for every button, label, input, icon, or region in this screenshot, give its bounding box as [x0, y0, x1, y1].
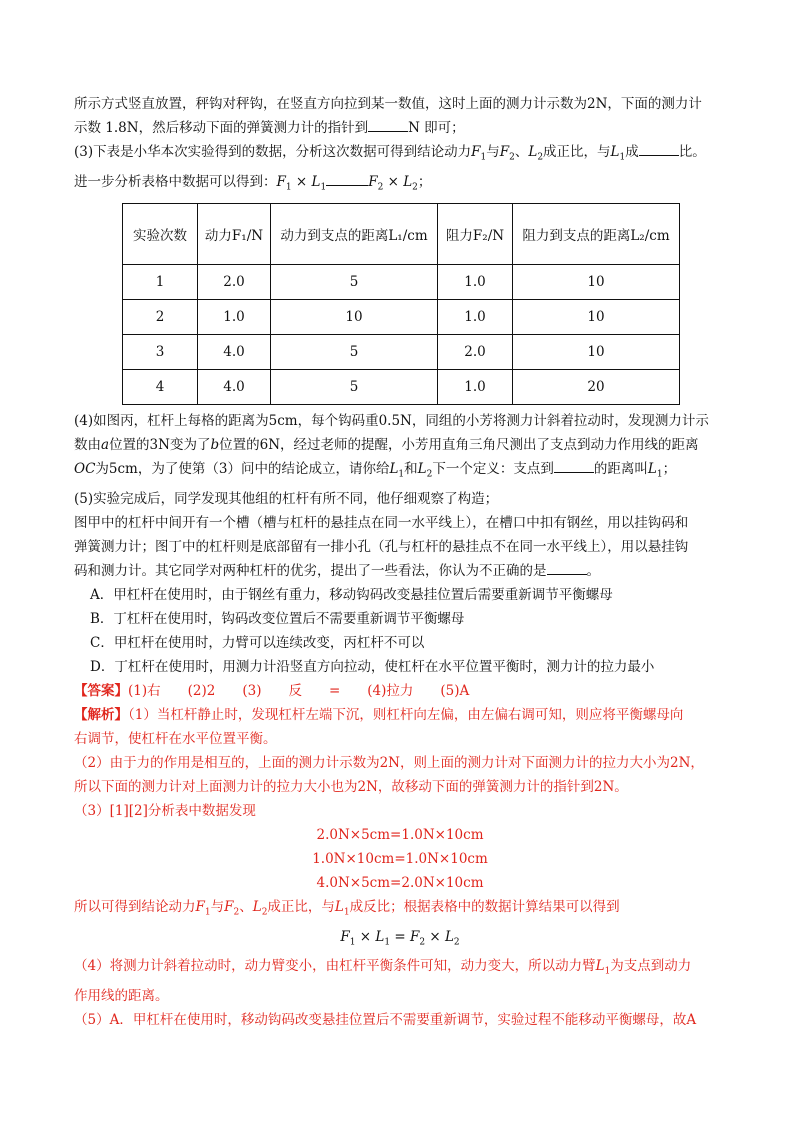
equation-1: 2.0N×5cm=1.0N×10cm: [316, 827, 484, 844]
intro-line-2: 示数 1.8N，然后移动下面的弹簧测力计的指针到 N 即可；: [74, 120, 465, 136]
analysis-line-6: 所以可得到结论动力$F_1$与$F_2$、$L_2$成正比，与$L_1$成反比；根据表格中的数据计算结果可以得到: [74, 899, 620, 918]
answer-blank: [368, 118, 408, 132]
option-a: A．甲杠杆在使用时，由于钢丝有重力，移动钩码改变悬挂位置后需要重新调节平衡螺母: [90, 587, 613, 604]
table-row: [123, 265, 680, 300]
table-cell: 1.0: [198, 300, 271, 335]
table-cell: 10: [513, 335, 680, 370]
table-cell: 2.0: [198, 265, 271, 300]
analysis-line-3: （2）由于力的作用是相互的，上面的测力计示数为2N，则上面的测力计对下面测力计的拉力大小为2N，: [74, 755, 704, 772]
analysis-tag: 【解析】: [74, 707, 128, 724]
table-cell: 5: [271, 265, 438, 300]
analysis-line-9: （5）A．甲杠杆在使用时，移动钩码改变悬挂位置后不需要重新调节，实验过程不能移动平衡螺母，故A: [74, 1012, 697, 1029]
option-d: D．丁杠杆在使用时，用测力计沿竖直方向拉动，使杠杆在水平位置平衡时，测力计的拉力最小: [90, 659, 655, 676]
answer-blank: [326, 172, 368, 186]
q4-line-2: 数由a位置的3N变为了b位置的6N，经过老师的提醒，小芳用直角三角尺测出了支点到动力作用线的距离: [74, 437, 699, 454]
table-header: 阻力F₂/N: [438, 204, 513, 265]
table-header: 阻力到支点的距离L₂/cm: [513, 204, 680, 265]
analysis-line-7: （4）将测力计斜着拉动时，动力臂变小，由杠杆平衡条件可知，动力变大，所以动力臂$L_1$为支点到动力: [74, 958, 692, 978]
table-cell: 2.0: [438, 335, 513, 370]
document-page: [74, 92, 726, 1032]
q5-line-3: 弹簧测力计；图丁中的杠杆则是底部留有一排小孔（孔与杠杆的悬挂点不在同一水平线上），用以悬挂钩: [74, 539, 689, 556]
table-cell: 4.0: [198, 335, 271, 370]
answer-blank: [547, 561, 587, 575]
table-header: 动力F₁/N: [198, 204, 271, 265]
q5-line-4: 码和测力计。其它同学对两种杠杆的优劣，提出了一些看法，你认为不正确的是 。: [74, 563, 600, 580]
analysis-line-4: 所以下面的测力计对上面测力计的拉力大小也为2N，故移动下面的弹簧测力计的指针到2N。: [74, 779, 628, 796]
answer-line: [74, 679, 726, 703]
analysis-line-1: 【解析】（1）当杠杆静止时，发现杠杆左端下沉，则杠杆向左偏，由左偏右调可知，则应将平衡螺母向: [74, 707, 684, 724]
table-cell: 1: [123, 265, 198, 300]
table-row: [123, 370, 680, 405]
symbol-f1: $F_1$: [471, 144, 487, 163]
answer-blank: [639, 142, 679, 156]
table-cell: 10: [271, 300, 438, 335]
table-cell: 10: [513, 265, 680, 300]
table-cell: 1.0: [438, 300, 513, 335]
answer-text: (1)右 (2)2 (3) 反 = (4)拉力 (5)A: [128, 683, 470, 700]
table-cell: 10: [513, 300, 680, 335]
option-b: B．丁杠杆在使用时，钩码改变位置后不需要重新调节平衡螺母: [90, 611, 465, 628]
q5-line-1: (5)实验完成后，同学发现其他组的杠杆有所不同，他仔细观察了构造；: [74, 491, 499, 508]
intro-line-1: 所示方式竖直放置，秤钩对秤钩，在竖直方向拉到某一数值，这时上面的测力计示数为2N，下面的测力计: [74, 96, 702, 112]
q4-line-1: (4)如图丙，杠杆上每格的距离为5cm，每个钩码重0.5N，同组的小芳将测力计斜着拉动时，发现测力计示: [74, 413, 709, 430]
q5-line-2: 图甲中的杠杆中间开有一个槽（槽与杠杆的悬挂点在同一水平线上），在槽口中扣有钢丝，用以挂钩码和: [74, 515, 689, 532]
table-row: [123, 335, 680, 370]
analysis-line-2: 右调节，使杠杆在水平位置平衡。: [74, 731, 277, 748]
q3-line-2: 进一步分析表格中数据可以得到：$F_1 \times L_1$ $F_2 \times L_2$；: [74, 173, 432, 193]
table-cell: 3: [123, 335, 198, 370]
table-cell: 20: [513, 370, 680, 405]
symbol-l2: $L_2$: [528, 144, 544, 163]
answer-tag: 【答案】: [74, 683, 128, 700]
table-cell: 1.0: [438, 265, 513, 300]
equation-2: 1.0N×10cm=1.0N×10cm: [312, 851, 488, 868]
equation-3: 4.0N×5cm=2.0N×10cm: [316, 875, 484, 892]
table-cell: 1.0: [438, 370, 513, 405]
table-header-row: [123, 204, 680, 265]
table-cell: 5: [271, 335, 438, 370]
formula-f1-l1: $F_1 \times L_1$: [276, 173, 327, 193]
q4-line-3: OC为5cm，为了使第（3）问中的结论成立，请你给$L_1$和$L_2$下一个定义：支点到 的距离叫$L_1$；: [74, 461, 677, 481]
formula-f2-l2: $F_2 \times L_2$: [368, 173, 418, 193]
table-cell: 4: [123, 370, 198, 405]
answer-blank: [554, 459, 594, 473]
symbol-f2: $F_2$: [499, 144, 515, 163]
table-cell: 4.0: [198, 370, 271, 405]
analysis-line-5: （3）[1][2]分析表中数据发现: [74, 803, 256, 820]
table-header: 动力到支点的距离L₁/cm: [271, 204, 438, 265]
data-table: [122, 203, 680, 405]
table-cell: 2: [123, 300, 198, 335]
analysis-line-8: 作用线的距离。: [74, 988, 169, 1005]
table-cell: 5: [271, 370, 438, 405]
q3-line-1: (3)下表是小华本次实验得到的数据，分析这次数据可得到结论动力$F_1$与$F_2$、$L_2$成正比，与$L_1$成 比。: [74, 144, 706, 163]
result-formula: $F_1 \times L_1 = F_2 \times L_2$: [340, 928, 460, 948]
table-row: [123, 300, 680, 335]
option-c: C．甲杠杆在使用时，力臂可以连续改变，丙杠杆不可以: [90, 635, 425, 652]
table-header: 实验次数: [123, 204, 198, 265]
symbol-l1: $L_1$: [610, 144, 626, 163]
